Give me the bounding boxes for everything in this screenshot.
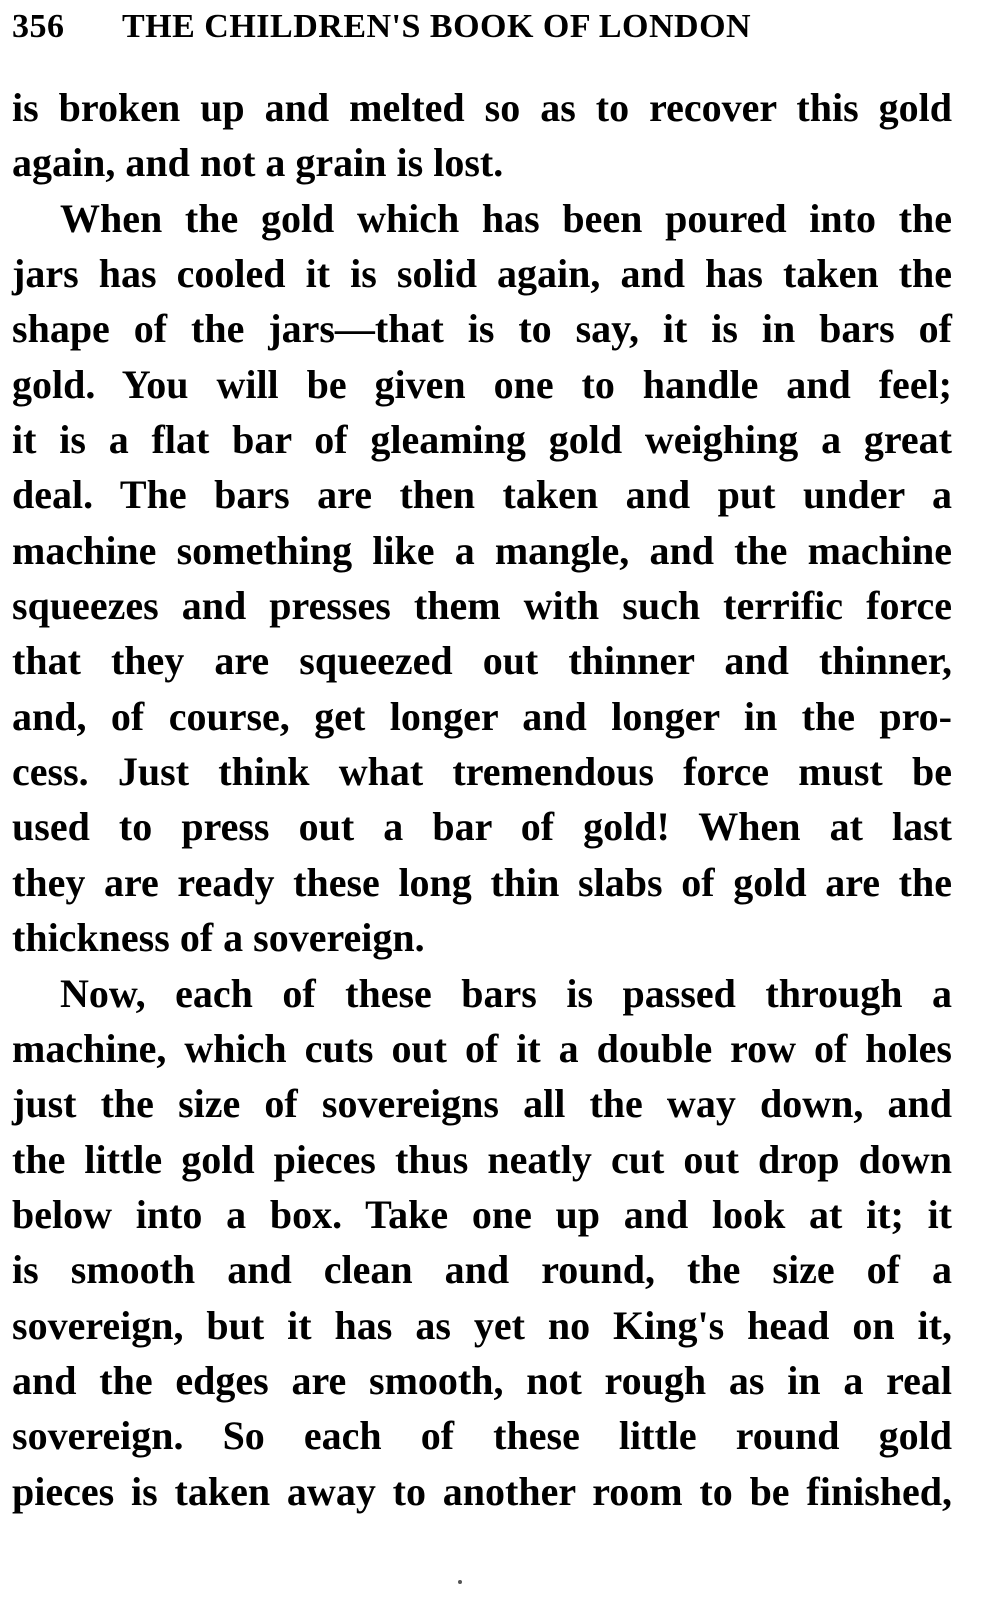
text-line: it is a flat bar of gleaming gold weighing a great xyxy=(12,417,952,463)
text-line: just the size of sovereigns all the way down, and xyxy=(12,1081,952,1127)
text-line: When the gold which has been poured into the xyxy=(60,195,952,241)
text-line: jars has cooled it is solid again, and has taken the xyxy=(12,251,952,297)
text-line: machine something like a mangle, and the machine xyxy=(12,527,952,573)
running-head xyxy=(12,2,952,52)
page-number: 356 xyxy=(12,8,65,45)
text-line: below into a box. Take one up and look at it; it xyxy=(12,1191,952,1237)
text-line: pieces is taken away to another room to be finished, xyxy=(12,1468,952,1514)
text-line: is smooth and clean and round, the size of a xyxy=(12,1247,952,1293)
text-line: used to press out a bar of gold! When at last xyxy=(12,804,952,850)
text-line: that they are squeezed out thinner and thinner, xyxy=(12,638,952,684)
body-text xyxy=(12,80,952,1519)
text-line: sovereign, but it has as yet no King's head on it, xyxy=(12,1302,952,1348)
text-line: they are ready these long thin slabs of gold are the xyxy=(12,859,952,905)
text-line: shape of the jars—that is to say, it is in bars of xyxy=(12,306,952,352)
print-speck xyxy=(458,1580,462,1584)
text-line: is broken up and melted so as to recover this gold xyxy=(12,85,952,130)
text-line: gold. You will be given one to handle and feel; xyxy=(12,361,952,407)
text-line: again, and not a grain is lost. xyxy=(12,140,504,186)
text-line: and, of course, get longer and longer in the pro- xyxy=(12,693,952,739)
text-line: thickness of a sovereign. xyxy=(12,915,425,961)
text-line: sovereign. So each of these little round gold xyxy=(12,1413,952,1459)
text-line: cess. Just think what tremendous force must be xyxy=(12,749,952,795)
text-line: and the edges are smooth, not rough as in a real xyxy=(12,1357,952,1403)
text-line: squeezes and presses them with such terrific force xyxy=(12,583,952,629)
text-line: the little gold pieces thus neatly cut out drop down xyxy=(12,1136,952,1182)
book-title: THE CHILDREN'S BOOK OF LONDON xyxy=(122,8,752,45)
text-line: machine, which cuts out of it a double row of holes xyxy=(12,1025,952,1071)
text-line: Now, each of these bars is passed through a xyxy=(60,970,952,1016)
text-line: deal. The bars are then taken and put under a xyxy=(12,472,952,518)
